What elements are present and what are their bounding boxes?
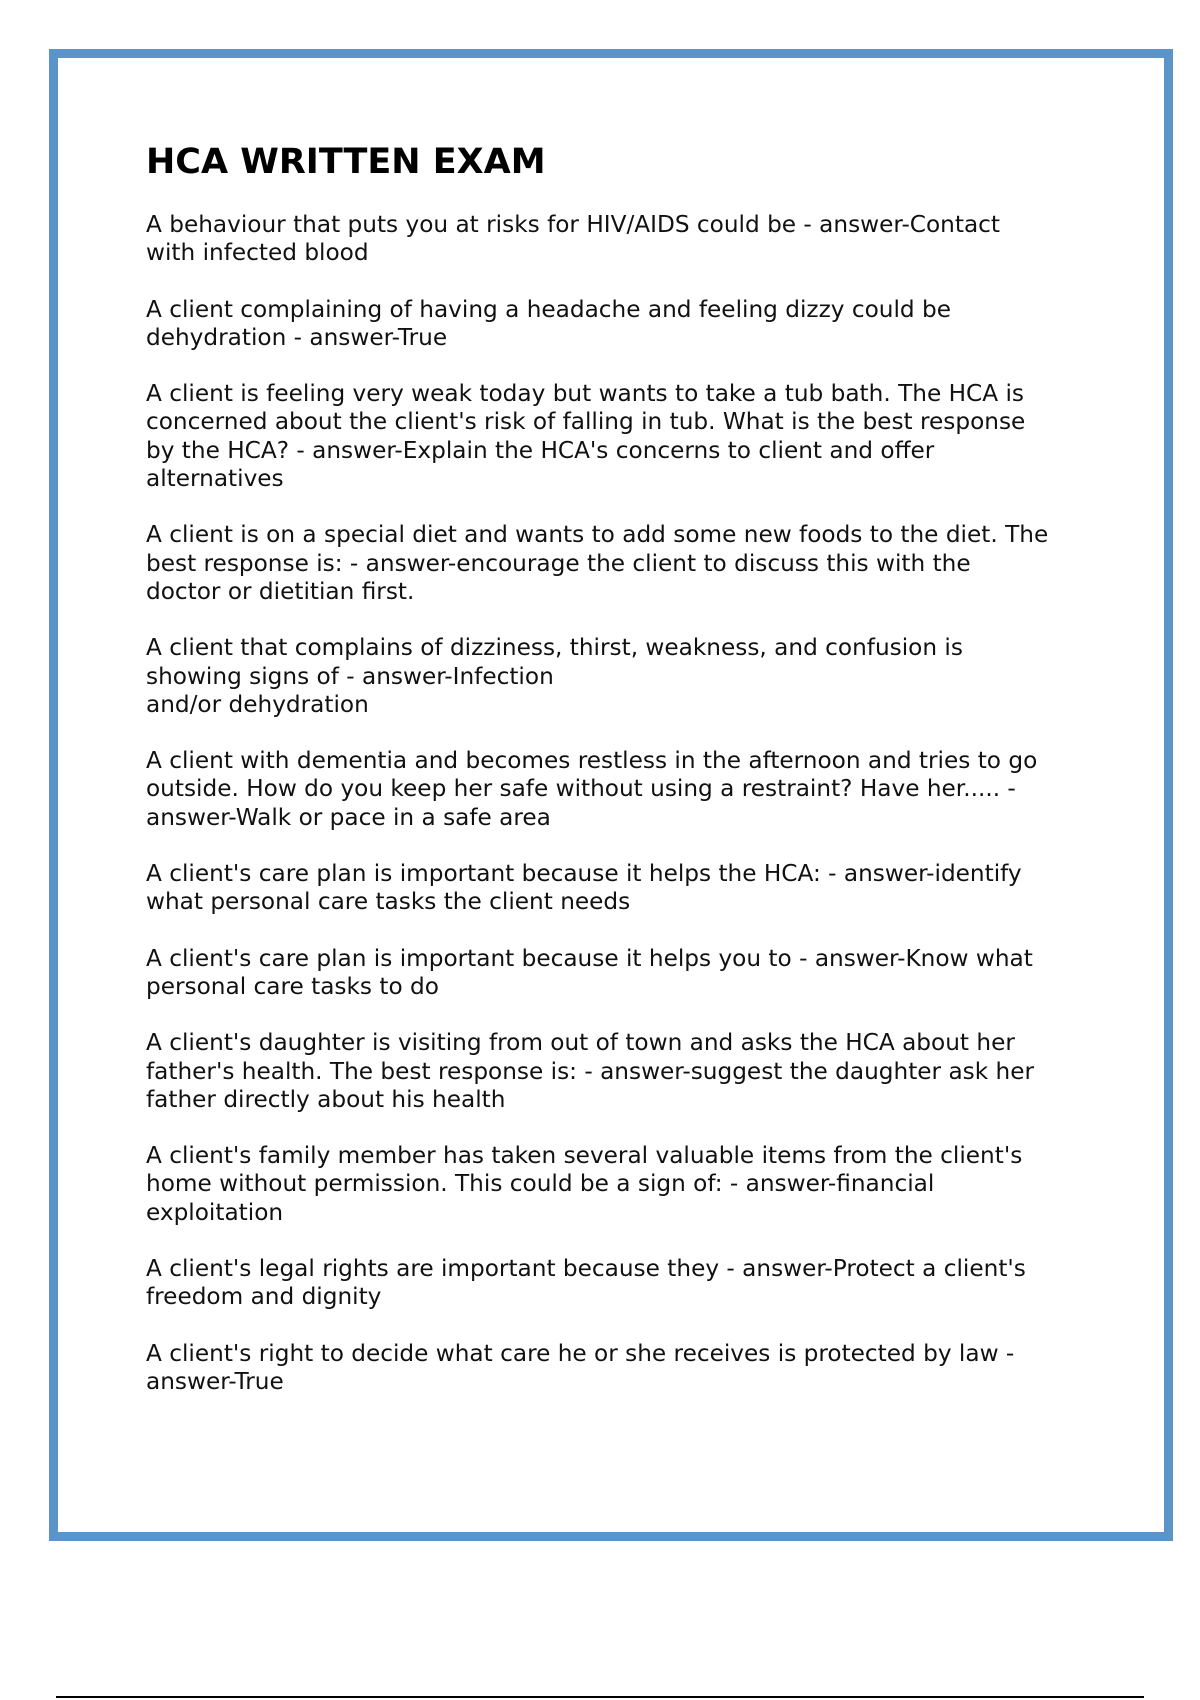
page-title: HCA WRITTEN EXAM	[146, 142, 546, 182]
qa-entry-6: A client with dementia and becomes restless in the afternoon and tries to go outside. How do you keep her safe without using a restraint? Have her..... - answer-Walk or pace in a safe area	[146, 747, 1038, 831]
exam-content	[146, 140, 1096, 1424]
qa-entry-8: A client's care plan is important because it helps you to - answer-Know what personal care tasks to do	[146, 944, 1033, 1000]
qa-entry-12: A client's right to decide what care he or she receives is protected by law - answer-True	[146, 1339, 1015, 1395]
qa-entry-2: A client complaining of having a headache and feeling dizzy could be dehydration - answer-True	[146, 295, 951, 351]
qa-entry-5: A client that complains of dizziness, thirst, weakness, and confusion is showing signs of - answer-Infection and/or dehydration	[146, 634, 963, 718]
qa-entry-10: A client's family member has taken several valuable items from the client's home without permission. This could be a sign of: - answer-financial exploitation	[146, 1142, 1023, 1226]
qa-entry-1: A behaviour that puts you at risks for HIV/AIDS could be - answer-Contact with infected blood	[146, 211, 1001, 267]
qa-entry-4: A client is on a special diet and wants to add some new foods to the diet. The best response is: - answer-encourage the client to discuss this with the doctor or dietitian first.	[146, 521, 1049, 605]
qa-entry-9: A client's daughter is visiting from out of town and asks the HCA about her father's health. The best response is: - answer-suggest the daughter ask her father directly about his health	[146, 1029, 1035, 1113]
qa-entry-7: A client's care plan is important because it helps the HCA: - answer-identify what personal care tasks the client needs	[146, 860, 1022, 916]
qa-entry-3: A client is feeling very weak today but wants to take a tub bath. The HCA is concerned about the client's risk of falling in tub. What is the best response by the HCA? - answer-Explain the HCA's concerns to client and offer alternatives	[146, 380, 1026, 493]
qa-entry-11: A client's legal rights are important because they - answer-Protect a client's freedom and dignity	[146, 1255, 1026, 1311]
footer-divider	[56, 1696, 1144, 1698]
